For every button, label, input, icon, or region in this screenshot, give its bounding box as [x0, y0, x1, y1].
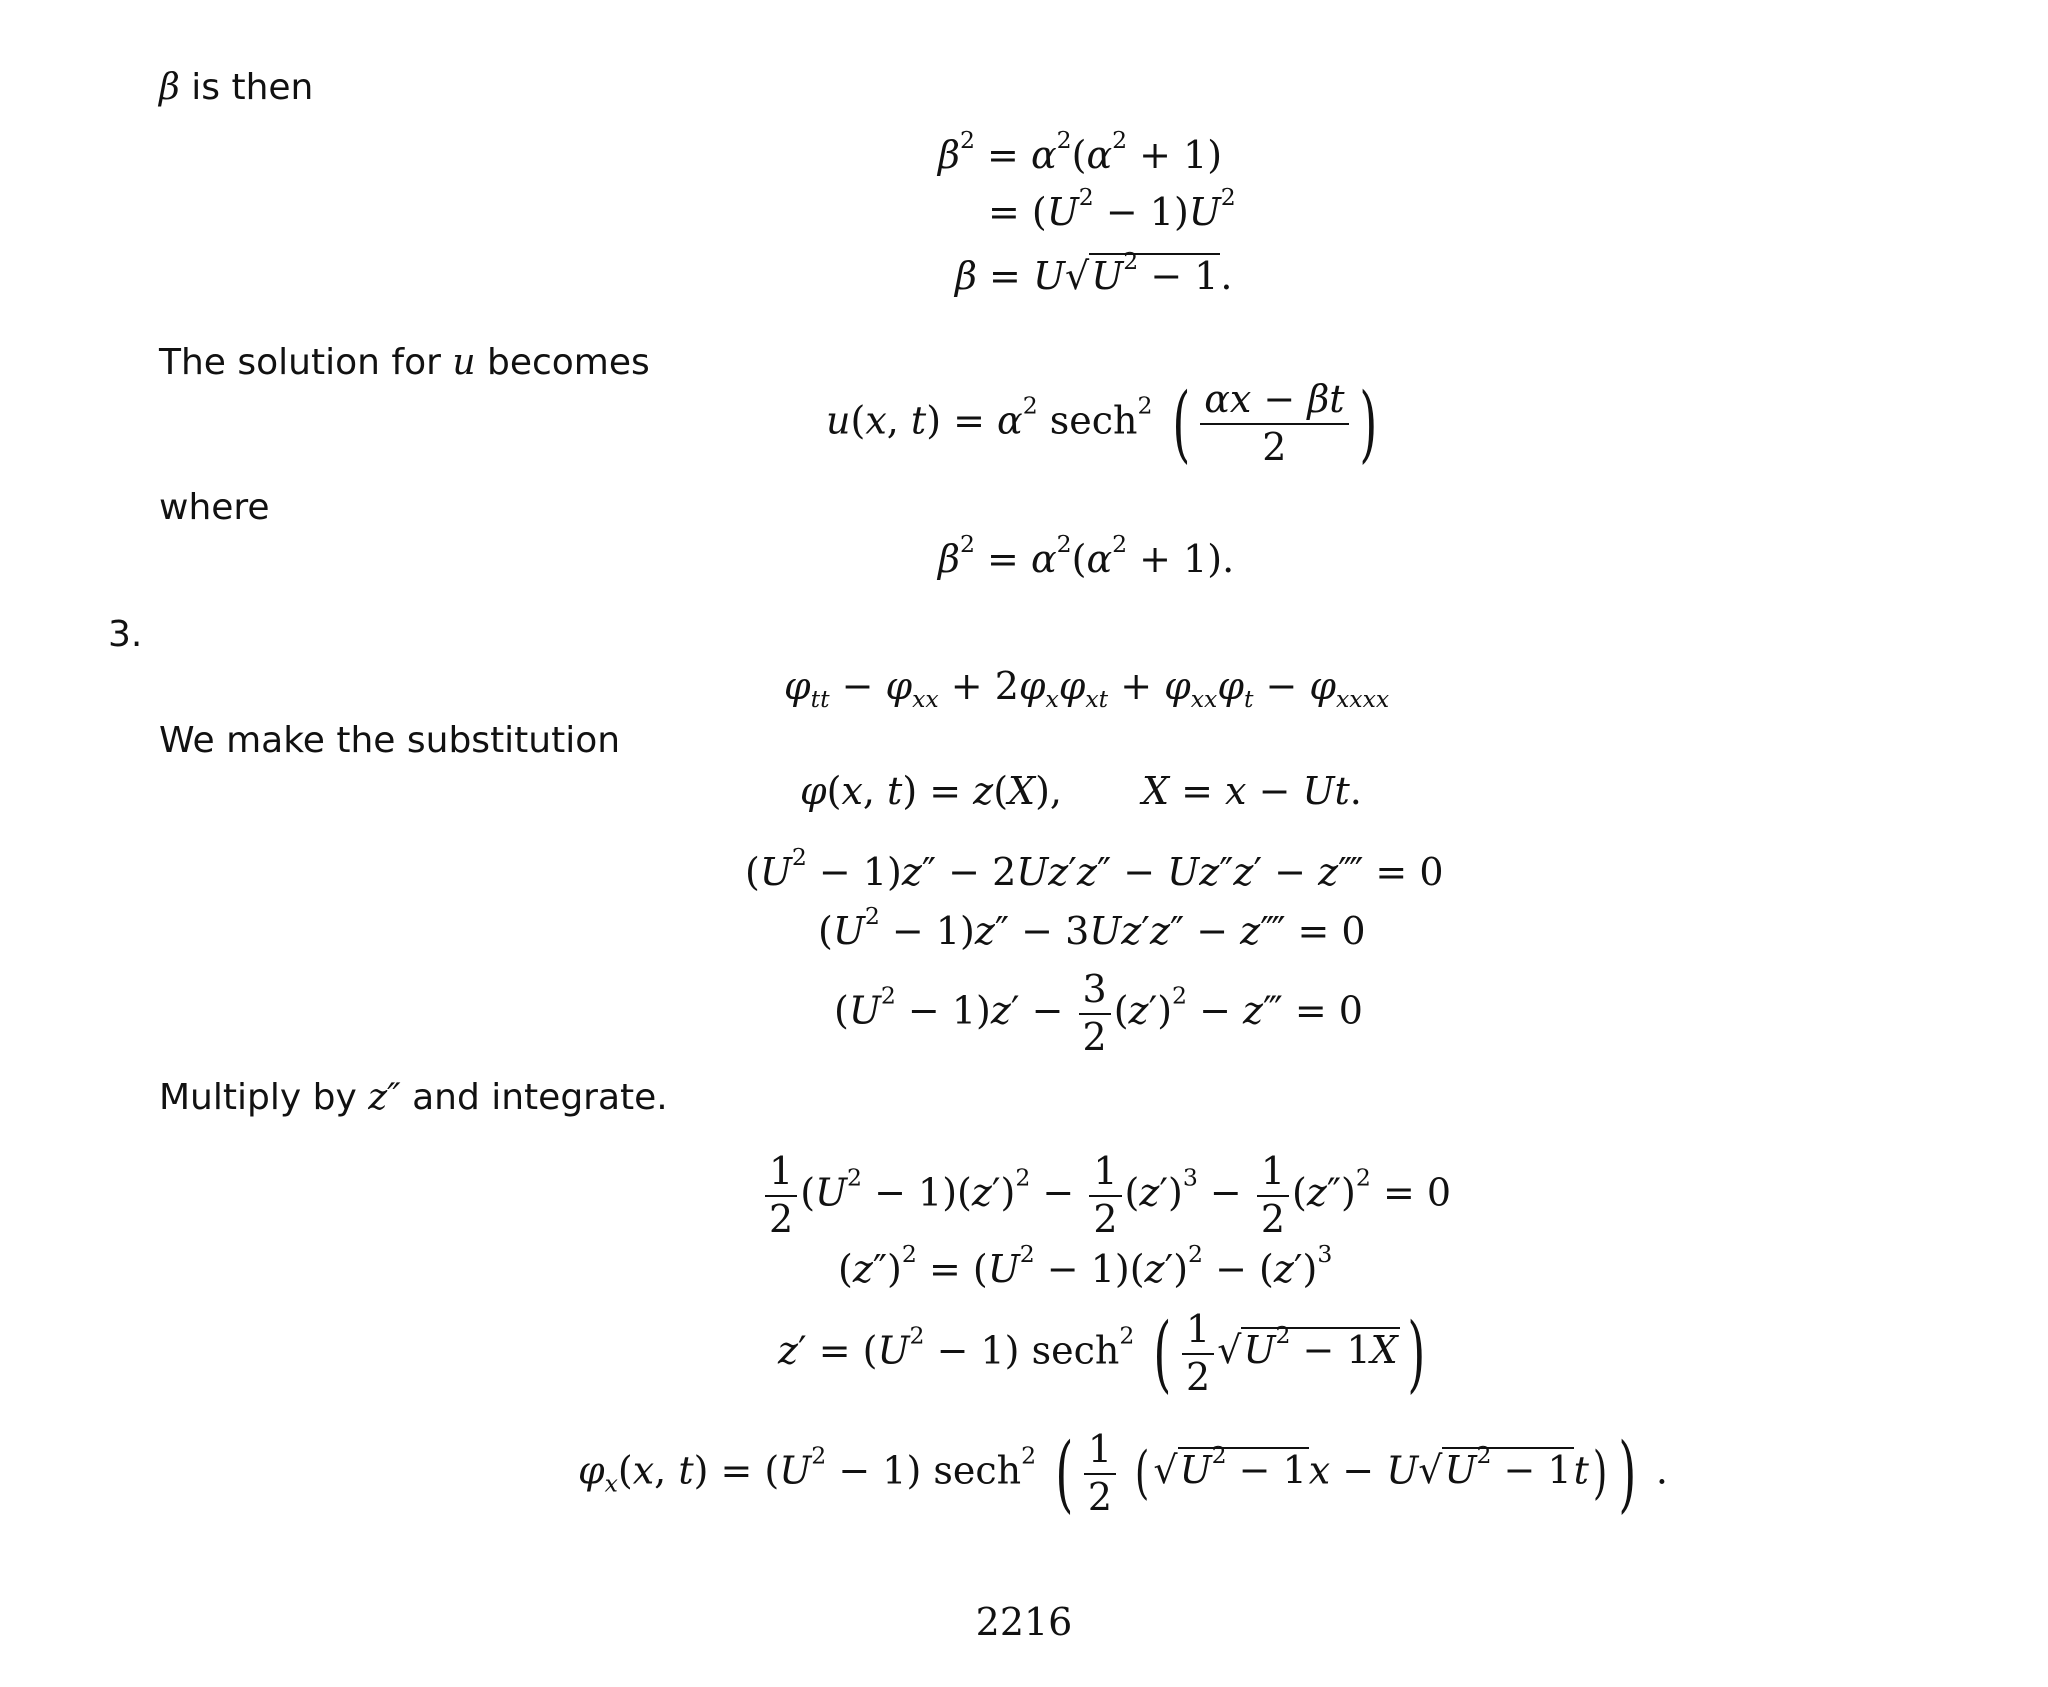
multiply-prefix: Multiply by — [159, 1077, 369, 1118]
item-number — [108, 614, 143, 655]
multiply-suffix: and integrate. — [400, 1077, 668, 1118]
substitution-line — [159, 720, 621, 761]
equation-ode-3: $(U^2 - 1)z'$ − $\frac{3}{2}$ $(z')^2$ − z‴ = 0 — [834, 967, 1363, 1059]
equation-ode-2: $(U^2 - 1)z'' - 3Uz'z''$ − z⁗ = 0 — [818, 901, 1366, 953]
where-line — [159, 487, 270, 528]
where-text: where — [159, 487, 270, 528]
equation-z-double-prime: $(z'')^2 = (U^2 - 1)(z')^2 - (z')^3$ — [838, 1239, 1333, 1291]
equation-substitution: φ(x, t) = z(X), X = x − Ut. — [800, 769, 1362, 813]
equation-integrated: $\frac{1}{2}$ $(U^2 - 1)(z')^2$ − $\frac{1}{2}$ $(z')^3$ − $\frac{1}{2}$ $(z'')^2 = 0$ — [762, 1152, 1451, 1240]
solution-prefix: The solution for — [159, 342, 453, 383]
solution-variable: u — [452, 342, 476, 383]
equation-ode-1: $(U^2 - 1)z'' - 2Uz'z'' - Uz''z'$ − z⁗ = 0 — [745, 842, 1444, 894]
equation-beta-squared: $\beta^2 = \alpha^2(\alpha^2 + 1)$ — [938, 125, 1223, 177]
beta-intro-line — [159, 67, 314, 108]
equation-phi-x: $\varphi_x(x$, $t) = (U^2 - 1)$ sech$^2$ ( $\frac{1}{2}$ ( $√U^2 - 1x - U√U^2 - 1t$) ) . — [578, 1424, 1668, 1523]
beta-symbol: β — [159, 67, 180, 108]
equation-beta: $\beta = U√U^2 - 1$. — [955, 246, 1233, 298]
multiply-variable: z″ — [368, 1077, 401, 1118]
solution-suffix: becomes — [475, 342, 650, 383]
solution-intro-line — [159, 342, 650, 383]
equation-pde: $\varphi_{tt} - \varphi_{xx} + 2\varphi_x\varphi_{xt} + \varphi_{xx}\varphi_t - \varphi_{xxxx}$ — [784, 664, 1390, 714]
equation-u-solution: u(x, $t) = \alpha^2$ sech$^2$ ( $\frac{\alpha x - \beta t}{2}$ ) — [826, 374, 1377, 473]
page-number: 2216 — [975, 1600, 1073, 1644]
equation-beta-where: $\beta^2 = \alpha^2(\alpha^2 + 1)$. — [938, 529, 1235, 581]
item-number-text: 3. — [108, 614, 143, 655]
equation-z-prime: $z' = (U^2 - 1)$ sech$^2$ ( $\frac{1}{2}$ $√U^2 - 1X$ ) — [778, 1304, 1425, 1403]
beta-intro-text: is then — [179, 67, 314, 108]
equation-beta-squared-u: = $(U^2 - 1)U^2$ — [988, 182, 1236, 234]
substitution-text: We make the substitution — [159, 720, 621, 761]
multiply-line — [159, 1077, 668, 1118]
